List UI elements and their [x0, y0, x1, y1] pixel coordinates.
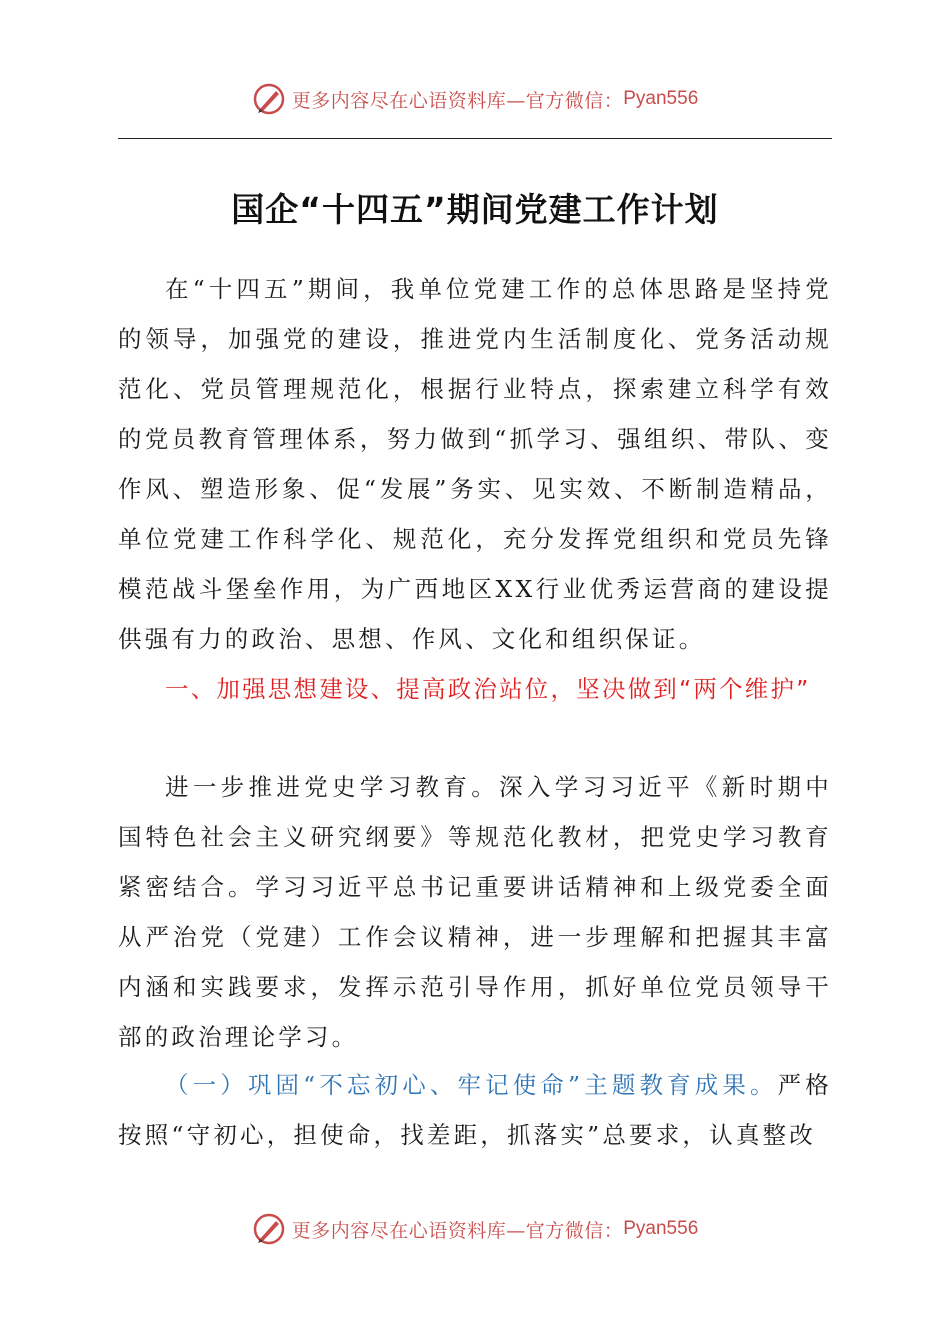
header-brand-text: 更多内容尽在心语资料库—官方微信：	[291, 89, 624, 112]
intro-paragraph: 在“十四五”期间，我单位党建工作的总体思路是坚持党的领导，加强党的建设，推进党内生活制度化、党务活动规范化、党员管理规范化，根据行业特点，探索建立科学有效的党员教育管理体系，努力做到“抓学习、强组织、带队、变作风、塑造形象、促“发展”务实、见实效、不断制造精品，单位党建工作科学化、规范化，充分发挥党组织和党员先锋模范战斗堡垒作用，为广西地区XX行业优秀运营商的建设提供强有力的政治、思想、作风、文化和组织保证。	[118, 275, 832, 653]
header-divider	[118, 138, 832, 139]
pen-logo-icon	[252, 1212, 286, 1246]
pen-logo-icon	[252, 82, 286, 116]
subsection-1-heading: （一）巩固“不忘初心、牢记使命”主题教育成果。	[165, 1071, 778, 1099]
footer-brand-text: 更多内容尽在心语资料库—官方微信：	[291, 1219, 624, 1242]
header-brand-id: Pyan556	[623, 88, 699, 109]
document-title: 国企“十四五”期间党建工作计划	[231, 190, 719, 229]
page-header-watermark	[0, 82, 950, 116]
footer-brand-id: Pyan556	[623, 1218, 699, 1239]
section-1-paragraph: 进一步推进党史学习教育。深入学习习近平《新时期中国特色社会主义研究纲要》等规范化教材，把党史学习教育紧密结合。学习习近平总书记重要讲话精神和上级党委全面从严治党（党建）工作会议精神，进一步理解和把握其丰富内涵和实践要求，发挥示范引导作用，抓好单位党员领导干部的政治理论学习。	[118, 773, 832, 1051]
page-footer-watermark	[0, 1212, 950, 1246]
section-1-heading: 一、加强思想建设、提高政治站位，坚决做到“两个维护”	[165, 675, 811, 703]
subsection-1-text: 严格按照“守初心，担使命，找差距，抓落实”总要求，认真整改	[118, 1071, 832, 1149]
subsection-1-paragraph	[118, 1060, 832, 1160]
